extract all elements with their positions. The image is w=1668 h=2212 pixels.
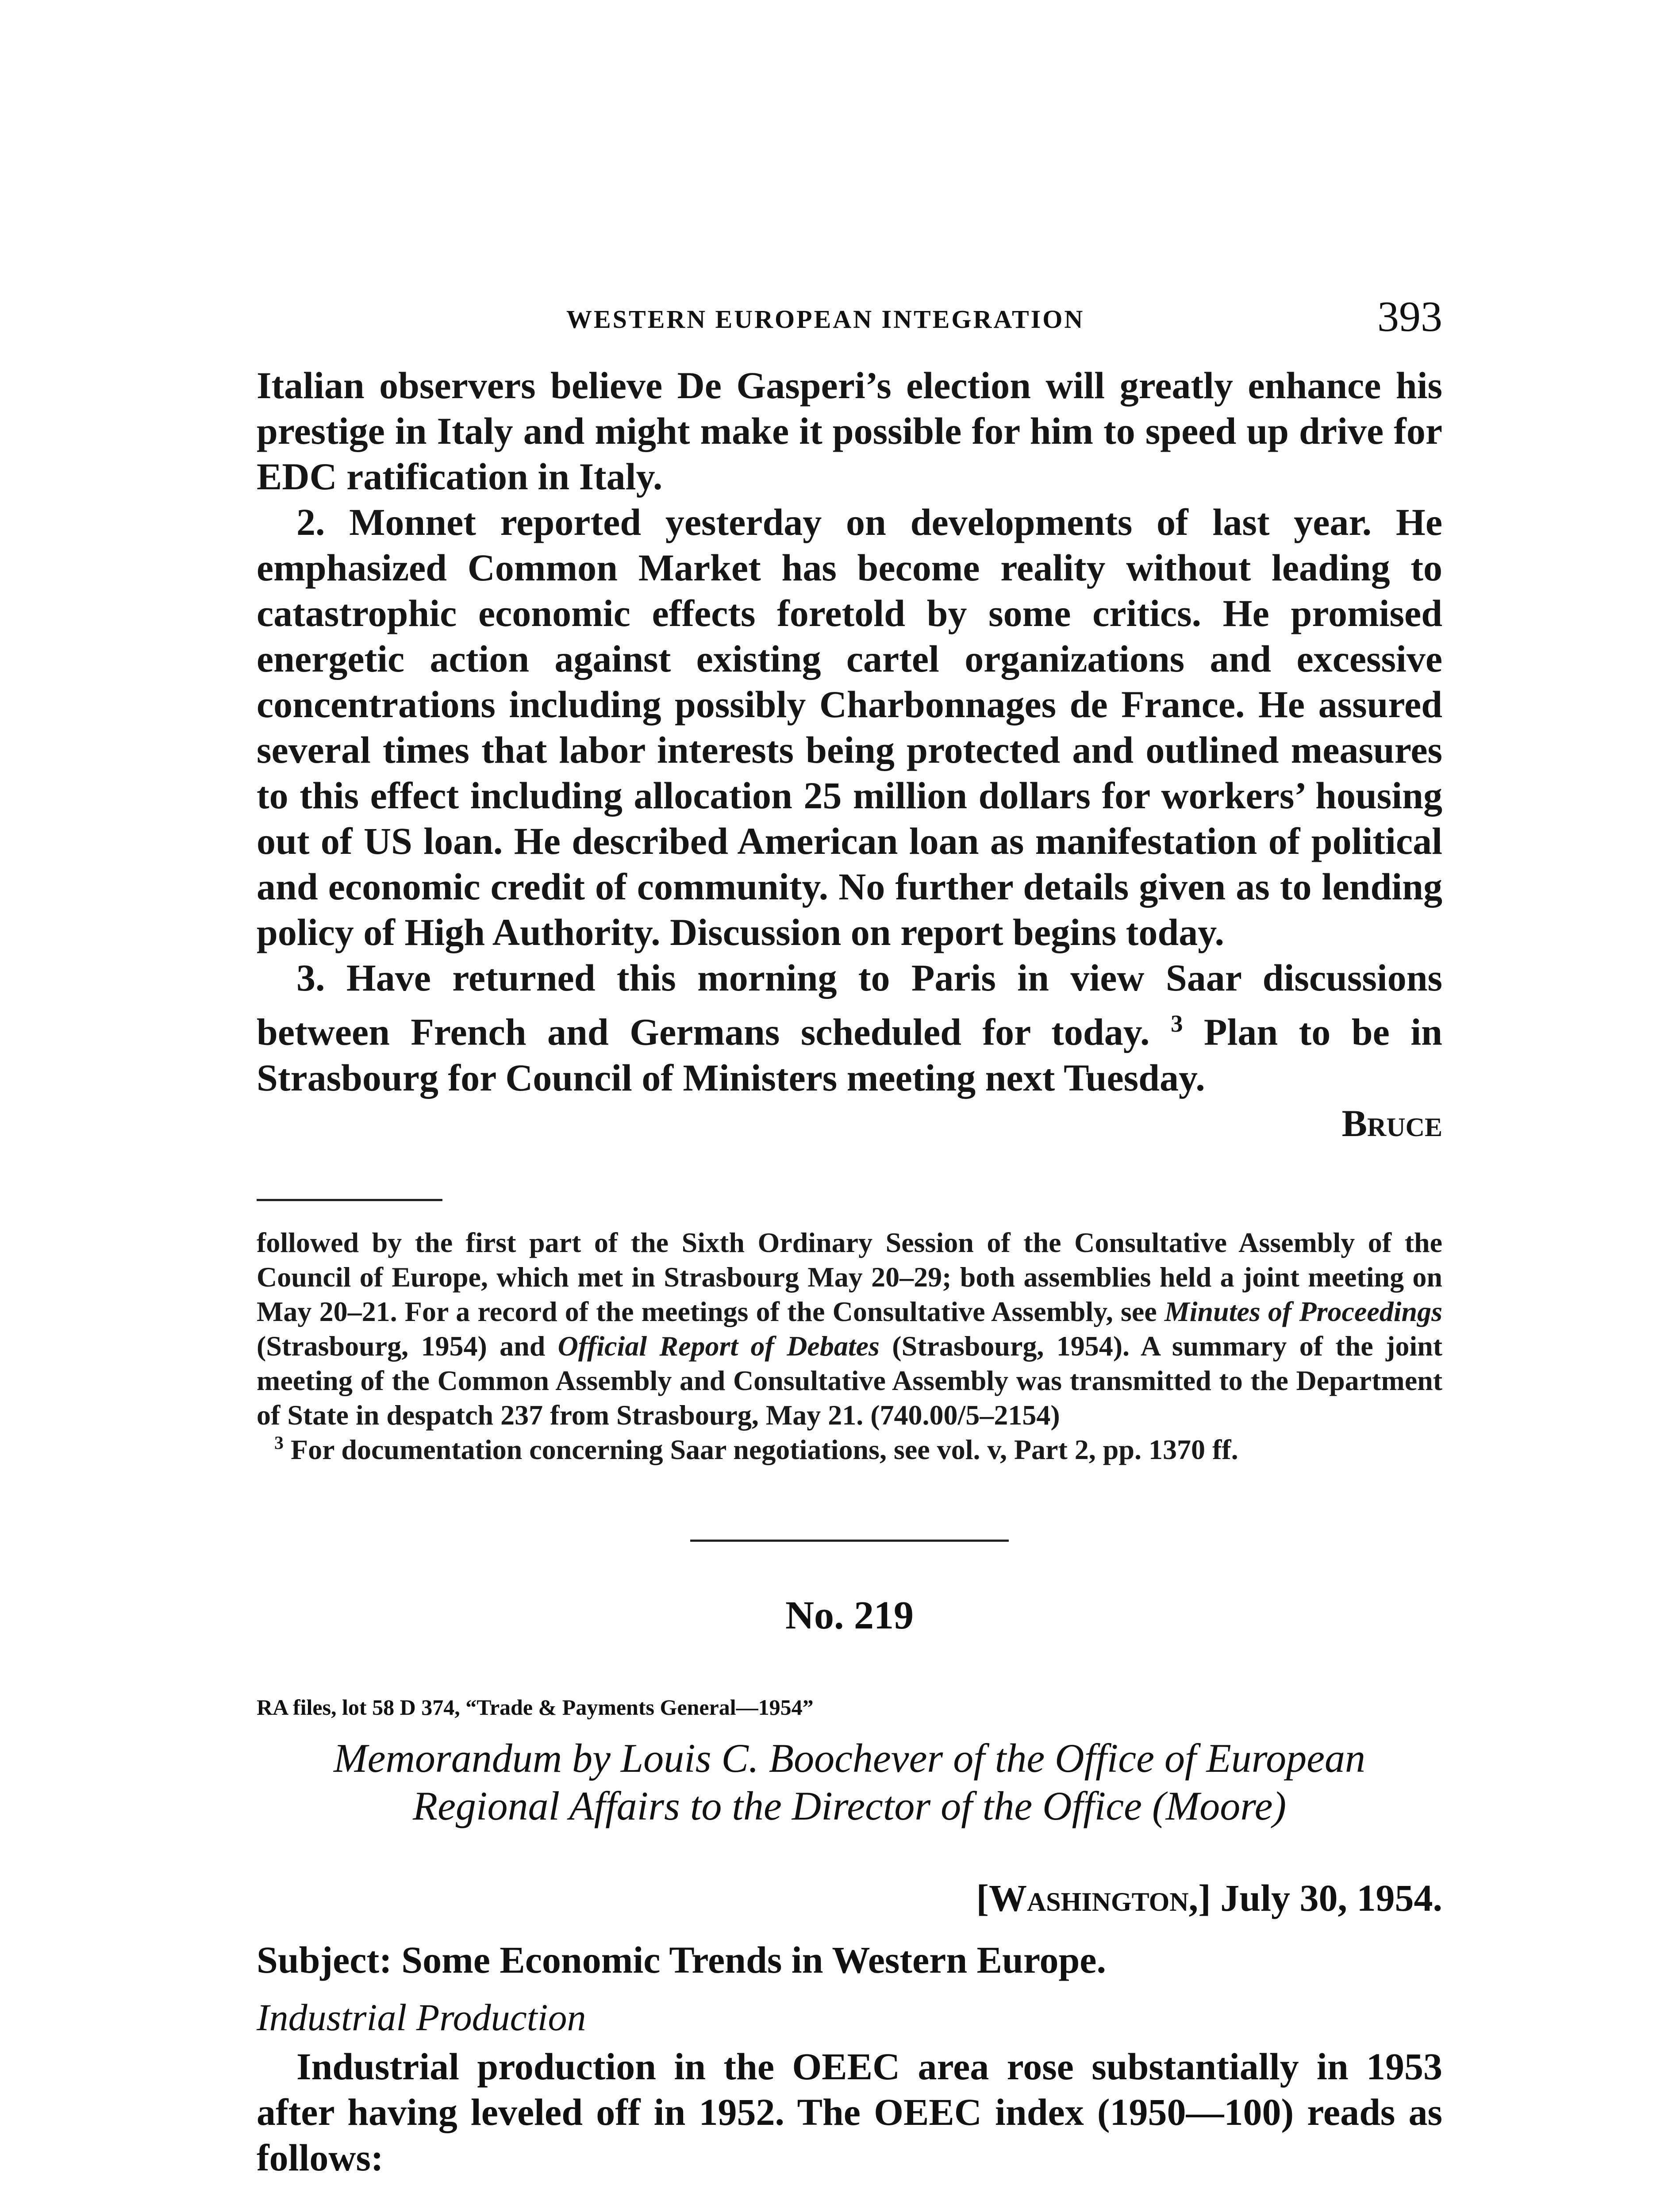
footnote-text: (Strasbourg, 1954) and — [257, 1330, 546, 1362]
document-number: No. 219 — [785, 1594, 914, 1637]
running-title: WESTERN EUROPEAN INTEGRATION — [566, 305, 1085, 334]
footnote-text: (Strasbourg, 1954). A summary of the joint meeting of the Common Assembly and Consultative Assembly was transmitted to the Department of State in despatch 237 from Strasbourg, May 21. (740.00/5–2154) — [257, 1330, 1443, 1431]
footnotes — [257, 1225, 1442, 1467]
document-heading-line-1: Memorandum by Louis C. Boochever of the Office of European — [334, 1736, 1365, 1781]
document-heading-line-2: Regional Affairs to the Director of the Office (Moore) — [412, 1783, 1287, 1828]
footnote-mark-3: 3 — [274, 1433, 284, 1454]
footnote-divider — [257, 1199, 442, 1201]
paragraph-continued: Italian observers believe De Gasperi’s election will greatly enhance his prestige in Italy and might make it possible for him to speed up drive for EDC ratification in Italy. — [257, 364, 1442, 498]
footnote-title-official-report: Official Report of Debates — [557, 1330, 880, 1362]
running-header — [257, 292, 1442, 345]
footnote-ref-3: 3 — [1170, 1010, 1183, 1037]
dateline-date: July 30, 1954. — [1220, 1877, 1442, 1919]
paragraph-2: 2. Monnet reported yesterday on developments of last year. He emphasized Common Market has become reality without leading to catastrophic economic effects foretold by some critics. He promised energetic action against existing cartel organizations and excessive concentrations including possibly Charbonnages de France. He assured several times that labor interests being protected and outlined measures to this effect including allocation 25 million dollars for workers’ housing out of US loan. He described American loan as manifestation of political and economic credit of community. No further details given as to lending policy of High Authority. Discussion on report begins today. — [257, 501, 1442, 953]
paragraph-3-text-end: Plan to be in Strasbourg for Council of Ministers meeting next Tuesday. — [257, 1010, 1442, 1099]
document-heading — [257, 1734, 1442, 1830]
telegram-body — [257, 363, 1442, 1146]
footnote-3 — [257, 1432, 1442, 1467]
subject-line: Subject: Some Economic Trends in Western Europe. — [257, 1939, 1106, 1981]
footnote-3-text: For documentation concerning Saar negotiations, see vol. v, Part 2, pp. 1370 ff. — [291, 1434, 1238, 1465]
section-paragraph-text: Industrial production in the OEEC area rose substantially in 1953 after having leveled off in 1952. The OEEC index (1950—100) reads as follows: — [257, 2045, 1442, 2179]
dateline-place: [Washington,] — [976, 1877, 1211, 1919]
source-note: RA files, lot 58 D 374, “Trade & Payments General—1954” — [257, 1695, 814, 1720]
section-divider — [690, 1540, 1009, 1542]
section-paragraph — [257, 2044, 1442, 2181]
footnote-continued — [257, 1225, 1442, 1432]
footnote-title-minutes: Minutes of Proceedings — [1164, 1296, 1443, 1327]
paragraph-3 — [257, 955, 1442, 1101]
signature: Bruce — [1341, 1102, 1442, 1144]
footnote-text: followed by the first part of the Sixth Ordinary Session of the Consultative Assembly of the Council of Europe, which met in Strasbourg May 20–29; both assemblies held a joint meeting on May 20–21. For a record of the meetings of the Consultative Assembly, see — [257, 1227, 1442, 1327]
section-heading: Industrial Production — [257, 1996, 586, 2039]
page-number: 393 — [1377, 293, 1442, 341]
dateline — [257, 1876, 1442, 1920]
paragraph-3-text: 3. Have returned this morning to Paris in view Saar discussions between French and Germans scheduled for today. — [257, 956, 1442, 1053]
